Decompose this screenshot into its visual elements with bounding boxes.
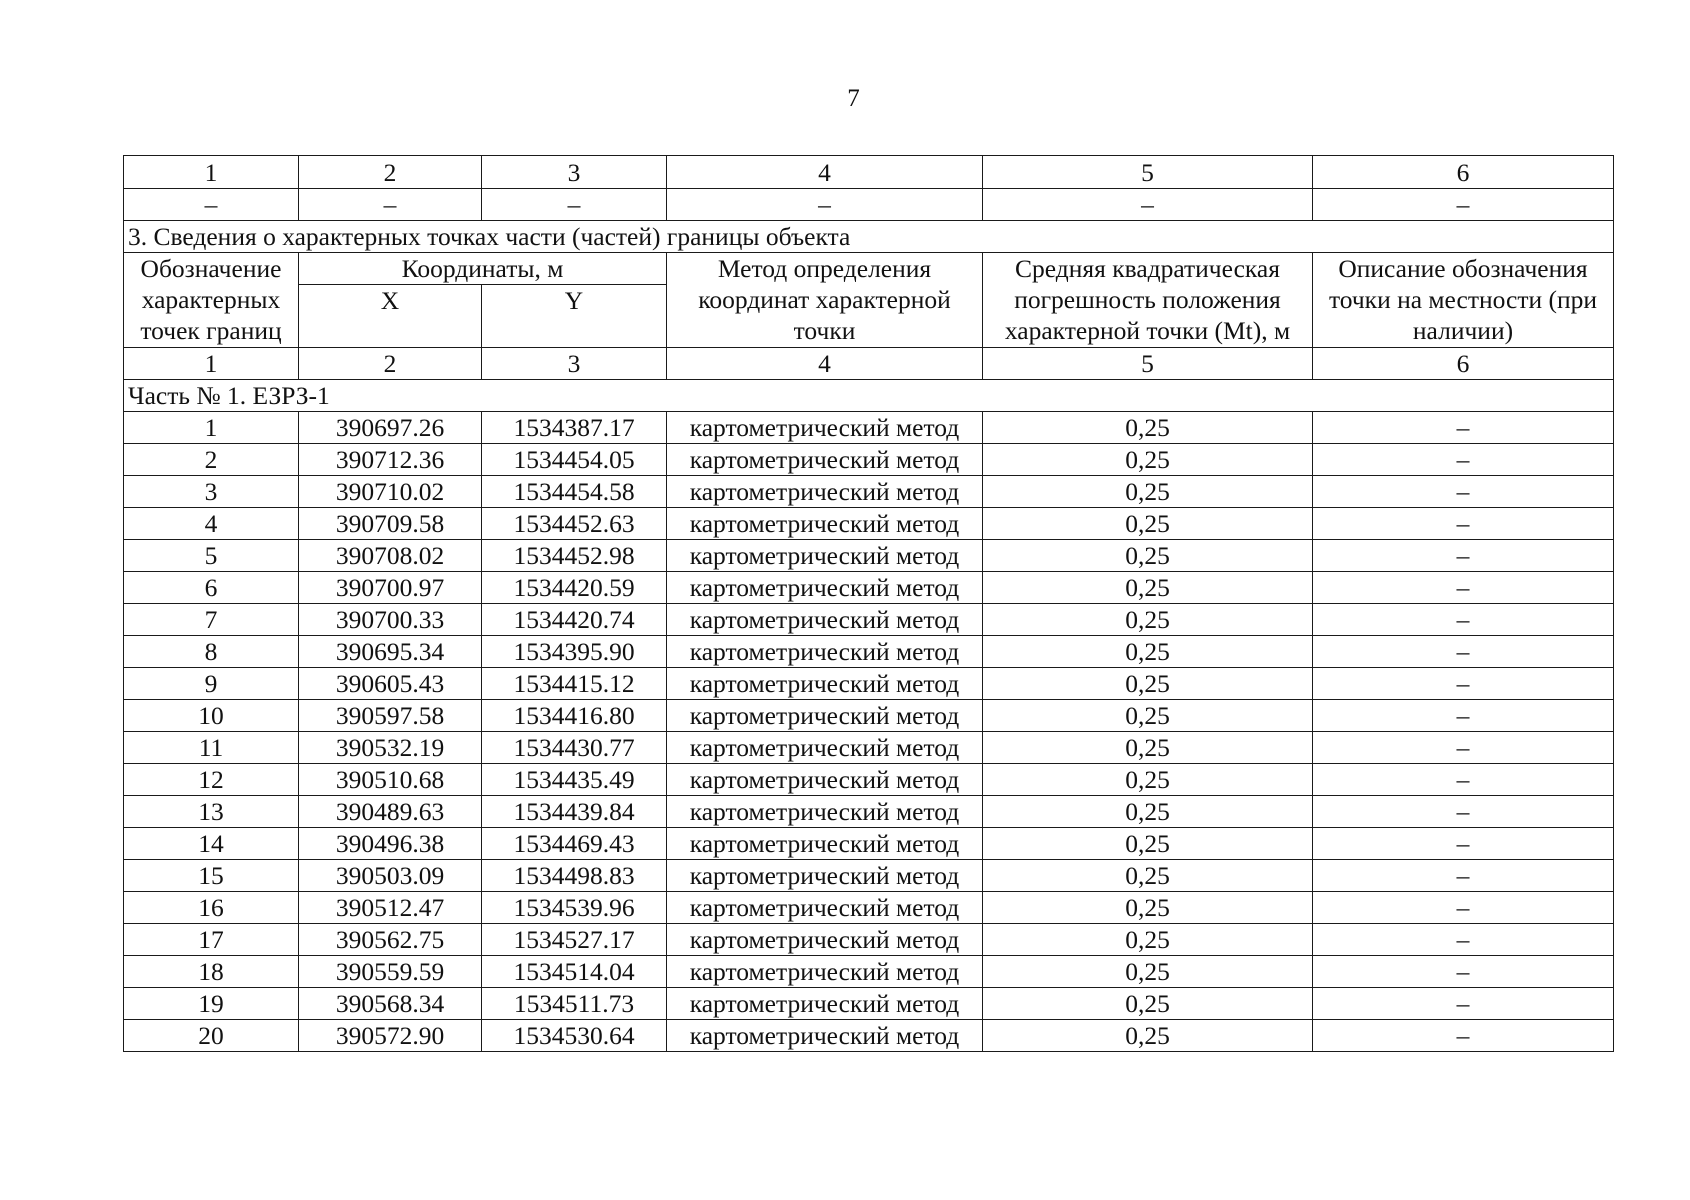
- description-cell: –: [1313, 476, 1614, 508]
- point-number-cell: 9: [124, 668, 299, 700]
- table-row: [124, 1020, 1614, 1052]
- coord-y-cell: 1534498.83: [482, 860, 667, 892]
- coord-x-cell: 390510.68: [299, 764, 482, 796]
- method-cell: картометрический метод: [667, 956, 983, 988]
- coord-x-cell: 390559.59: [299, 956, 482, 988]
- part-title: Часть № 1. ЕЗРЗ-1: [124, 380, 1614, 412]
- error-cell: 0,25: [983, 700, 1313, 732]
- coord-y-cell: 1534395.90: [482, 636, 667, 668]
- point-number-cell: 14: [124, 828, 299, 860]
- method-cell: картометрический метод: [667, 764, 983, 796]
- point-number-cell: 11: [124, 732, 299, 764]
- method-cell: картометрический метод: [667, 828, 983, 860]
- column-number-cell: 1: [124, 348, 299, 380]
- page-number: 7: [847, 85, 860, 112]
- description-cell: –: [1313, 860, 1614, 892]
- table-row: [124, 668, 1614, 700]
- error-cell: 0,25: [983, 604, 1313, 636]
- method-cell: картометрический метод: [667, 540, 983, 572]
- table-row: [124, 732, 1614, 764]
- description-cell: –: [1313, 700, 1614, 732]
- coord-y-cell: 1534539.96: [482, 892, 667, 924]
- top-dash-cell: –: [983, 189, 1313, 221]
- coord-x-cell: 390700.97: [299, 572, 482, 604]
- header-y: Y: [482, 285, 667, 348]
- point-number-cell: 12: [124, 764, 299, 796]
- coord-x-cell: 390503.09: [299, 860, 482, 892]
- coord-x-cell: 390512.47: [299, 892, 482, 924]
- point-number-cell: 1: [124, 412, 299, 444]
- top-number-cell: 6: [1313, 156, 1614, 189]
- coord-x-cell: 390605.43: [299, 668, 482, 700]
- coord-y-cell: 1534527.17: [482, 924, 667, 956]
- point-number-cell: 2: [124, 444, 299, 476]
- method-cell: картометрический метод: [667, 476, 983, 508]
- description-cell: –: [1313, 572, 1614, 604]
- description-cell: –: [1313, 412, 1614, 444]
- description-cell: –: [1313, 924, 1614, 956]
- description-cell: –: [1313, 956, 1614, 988]
- error-cell: 0,25: [983, 732, 1313, 764]
- coord-x-cell: 390710.02: [299, 476, 482, 508]
- table-row: [124, 444, 1614, 476]
- error-cell: 0,25: [983, 956, 1313, 988]
- method-cell: картометрический метод: [667, 860, 983, 892]
- error-cell: 0,25: [983, 540, 1313, 572]
- table-row: [124, 476, 1614, 508]
- top-dash-cell: –: [1313, 189, 1614, 221]
- point-number-cell: 15: [124, 860, 299, 892]
- coord-y-cell: 1534454.05: [482, 444, 667, 476]
- error-cell: 0,25: [983, 668, 1313, 700]
- coord-y-cell: 1534430.77: [482, 732, 667, 764]
- table-row: [124, 988, 1614, 1020]
- coord-y-cell: 1534469.43: [482, 828, 667, 860]
- table-row: [124, 572, 1614, 604]
- coord-y-cell: 1534452.98: [482, 540, 667, 572]
- description-cell: –: [1313, 764, 1614, 796]
- coord-y-cell: 1534511.73: [482, 988, 667, 1020]
- description-cell: –: [1313, 604, 1614, 636]
- table-row: [124, 860, 1614, 892]
- method-cell: картометрический метод: [667, 604, 983, 636]
- description-cell: –: [1313, 540, 1614, 572]
- error-cell: 0,25: [983, 412, 1313, 444]
- coord-y-cell: 1534420.59: [482, 572, 667, 604]
- description-cell: –: [1313, 636, 1614, 668]
- top-dash-row: [124, 189, 1614, 221]
- column-number-row: [124, 348, 1614, 380]
- part-title-row: [124, 380, 1614, 412]
- coord-y-cell: 1534514.04: [482, 956, 667, 988]
- table-row: [124, 892, 1614, 924]
- top-dash-cell: –: [299, 189, 482, 221]
- error-cell: 0,25: [983, 572, 1313, 604]
- coord-x-cell: 390562.75: [299, 924, 482, 956]
- method-cell: картометрический метод: [667, 636, 983, 668]
- description-cell: –: [1313, 508, 1614, 540]
- table-row: [124, 828, 1614, 860]
- top-number-cell: 4: [667, 156, 983, 189]
- description-cell: –: [1313, 988, 1614, 1020]
- coord-y-cell: 1534435.49: [482, 764, 667, 796]
- top-number-row: [124, 156, 1614, 189]
- table-row: [124, 764, 1614, 796]
- point-number-cell: 10: [124, 700, 299, 732]
- error-cell: 0,25: [983, 636, 1313, 668]
- error-cell: 0,25: [983, 508, 1313, 540]
- point-number-cell: 7: [124, 604, 299, 636]
- method-cell: картометрический метод: [667, 924, 983, 956]
- method-cell: картометрический метод: [667, 892, 983, 924]
- method-cell: картометрический метод: [667, 572, 983, 604]
- error-cell: 0,25: [983, 796, 1313, 828]
- description-cell: –: [1313, 668, 1614, 700]
- header-designation: Обозначение характерных точек границ: [124, 253, 299, 348]
- error-cell: 0,25: [983, 860, 1313, 892]
- column-number-cell: 4: [667, 348, 983, 380]
- table-row: [124, 924, 1614, 956]
- point-number-cell: 16: [124, 892, 299, 924]
- coord-x-cell: 390697.26: [299, 412, 482, 444]
- point-number-cell: 17: [124, 924, 299, 956]
- top-dash-cell: –: [482, 189, 667, 221]
- coord-y-cell: 1534420.74: [482, 604, 667, 636]
- coord-x-cell: 390532.19: [299, 732, 482, 764]
- coord-x-cell: 390708.02: [299, 540, 482, 572]
- header-coordinates: Координаты, м: [299, 253, 667, 285]
- method-cell: картометрический метод: [667, 508, 983, 540]
- table-row: [124, 604, 1614, 636]
- description-cell: –: [1313, 796, 1614, 828]
- description-cell: –: [1313, 892, 1614, 924]
- table-row: [124, 956, 1614, 988]
- header-method: Метод определения координат характерной точки: [667, 253, 983, 348]
- coord-x-cell: 390712.36: [299, 444, 482, 476]
- error-cell: 0,25: [983, 1020, 1313, 1052]
- top-number-cell: 5: [983, 156, 1313, 189]
- description-cell: –: [1313, 828, 1614, 860]
- table-row: [124, 700, 1614, 732]
- section-title-row: [124, 221, 1614, 253]
- coord-x-cell: 390489.63: [299, 796, 482, 828]
- column-number-cell: 2: [299, 348, 482, 380]
- header-error: Средняя квадратическая погрешность положения характерной точки (Mt), м: [983, 253, 1313, 348]
- coord-x-cell: 390709.58: [299, 508, 482, 540]
- coord-x-cell: 390695.34: [299, 636, 482, 668]
- point-number-cell: 18: [124, 956, 299, 988]
- coordinates-table: [123, 155, 1614, 1052]
- table-row: [124, 636, 1614, 668]
- description-cell: –: [1313, 444, 1614, 476]
- point-number-cell: 13: [124, 796, 299, 828]
- header-x: X: [299, 285, 482, 348]
- error-cell: 0,25: [983, 476, 1313, 508]
- top-number-cell: 1: [124, 156, 299, 189]
- point-number-cell: 5: [124, 540, 299, 572]
- header-row: [124, 253, 1614, 285]
- description-cell: –: [1313, 732, 1614, 764]
- method-cell: картометрический метод: [667, 412, 983, 444]
- coord-y-cell: 1534530.64: [482, 1020, 667, 1052]
- point-number-cell: 3: [124, 476, 299, 508]
- error-cell: 0,25: [983, 924, 1313, 956]
- method-cell: картометрический метод: [667, 444, 983, 476]
- coord-x-cell: 390572.90: [299, 1020, 482, 1052]
- method-cell: картометрический метод: [667, 668, 983, 700]
- error-cell: 0,25: [983, 444, 1313, 476]
- error-cell: 0,25: [983, 892, 1313, 924]
- coord-y-cell: 1534452.63: [482, 508, 667, 540]
- point-number-cell: 6: [124, 572, 299, 604]
- coord-y-cell: 1534387.17: [482, 412, 667, 444]
- error-cell: 0,25: [983, 988, 1313, 1020]
- section-title: 3. Сведения о характерных точках части (частей) границы объекта: [124, 221, 1614, 253]
- method-cell: картометрический метод: [667, 988, 983, 1020]
- top-number-cell: 2: [299, 156, 482, 189]
- error-cell: 0,25: [983, 828, 1313, 860]
- column-number-cell: 5: [983, 348, 1313, 380]
- method-cell: картометрический метод: [667, 700, 983, 732]
- coord-x-cell: 390496.38: [299, 828, 482, 860]
- table-row: [124, 412, 1614, 444]
- column-number-cell: 3: [482, 348, 667, 380]
- method-cell: картометрический метод: [667, 732, 983, 764]
- top-dash-cell: –: [667, 189, 983, 221]
- point-number-cell: 20: [124, 1020, 299, 1052]
- description-cell: –: [1313, 1020, 1614, 1052]
- coord-x-cell: 390568.34: [299, 988, 482, 1020]
- method-cell: картометрический метод: [667, 1020, 983, 1052]
- coord-y-cell: 1534416.80: [482, 700, 667, 732]
- column-number-cell: 6: [1313, 348, 1614, 380]
- point-number-cell: 4: [124, 508, 299, 540]
- point-number-cell: 19: [124, 988, 299, 1020]
- header-description: Описание обозначения точки на местности (при наличии): [1313, 253, 1614, 348]
- table-row: [124, 796, 1614, 828]
- method-cell: картометрический метод: [667, 796, 983, 828]
- point-number-cell: 8: [124, 636, 299, 668]
- coord-x-cell: 390700.33: [299, 604, 482, 636]
- error-cell: 0,25: [983, 764, 1313, 796]
- coord-x-cell: 390597.58: [299, 700, 482, 732]
- table-row: [124, 540, 1614, 572]
- coord-y-cell: 1534439.84: [482, 796, 667, 828]
- table-row: [124, 508, 1614, 540]
- top-dash-cell: –: [124, 189, 299, 221]
- coord-y-cell: 1534415.12: [482, 668, 667, 700]
- top-number-cell: 3: [482, 156, 667, 189]
- coord-y-cell: 1534454.58: [482, 476, 667, 508]
